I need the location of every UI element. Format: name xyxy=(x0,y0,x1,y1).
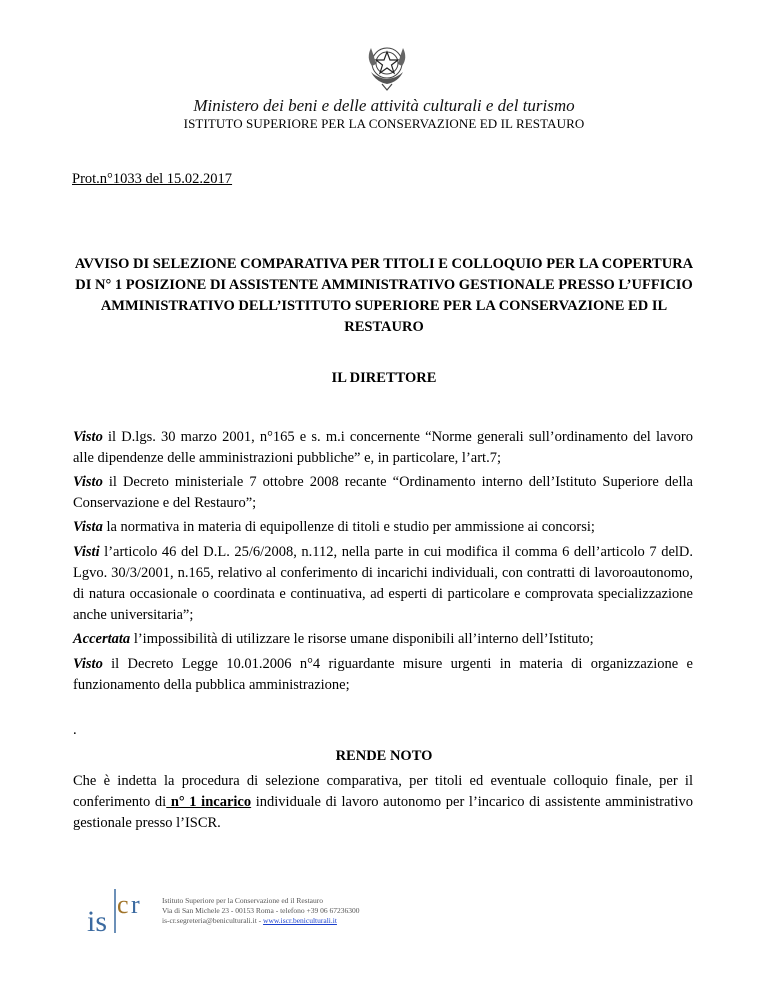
paragraph-visti xyxy=(73,542,693,626)
footer-line-2: Via di San Michele 23 - 00153 Roma - telefono +39 06 67236300 xyxy=(162,906,360,915)
footer-line-1: Istituto Superiore per la Conservazione ed il Restauro xyxy=(162,896,323,905)
director-heading: IL DIRETTORE xyxy=(331,370,437,386)
footer-email: is-cr.segreteria@beniculturali.it xyxy=(162,916,257,925)
svg-text:is: is xyxy=(87,905,108,937)
paragraph-visto-dl xyxy=(73,654,693,696)
iscr-logo-text: iscr xyxy=(85,885,87,886)
ministry-name: Ministero dei beni e delle attività culturali e del turismo xyxy=(193,96,575,115)
final-paragraph xyxy=(73,771,693,834)
paragraph-text: la normativa in materia di equipollenze di titoli e studio per ammissione ai concorsi; xyxy=(102,519,595,535)
paragraph-vista xyxy=(73,517,693,538)
svg-text:r: r xyxy=(131,890,140,919)
protocol-number: Prot.n°1033 del 15.02.2017 xyxy=(72,171,233,187)
paragraph-lead: Visto xyxy=(73,474,103,490)
institute-name: ISTITUTO SUPERIORE PER LA CONSERVAZIONE ED IL RESTAURO xyxy=(183,116,585,131)
paragraph-lead: Vista xyxy=(73,519,103,535)
paragraph-lead: Accertata xyxy=(73,631,131,647)
incarico-highlight: n° 1 incarico xyxy=(166,794,252,810)
paragraph-visto-dlgs xyxy=(73,427,693,469)
paragraph-lead: Visti xyxy=(73,544,100,560)
paragraph-lead: Visto xyxy=(73,429,103,445)
final-text-before: Che è indetta la procedura di selezione comparativa, per titoli ed eventuale colloquio finale, per il conferimento di xyxy=(73,773,693,810)
paragraph-text: l’impossibilità di utilizzare le risorse umane disponibili all’interno dell’Istituto; xyxy=(130,631,594,647)
footer-separator: - xyxy=(256,916,264,925)
svg-text:c: c xyxy=(117,890,129,919)
rende-noto-heading: RENDE NOTO xyxy=(335,748,433,764)
paragraph-accertata xyxy=(73,629,693,650)
paragraph-text: il Decreto Legge 10.01.2006 n°4 riguardante misure urgenti in materia di organizzazione e funzionamento della pubblica amministrazione; xyxy=(73,656,693,693)
notice-title: AVVISO DI SELEZIONE COMPARATIVA PER TITOLI E COLLOQUIO PER LA COPERTURA DI N° 1 POSIZIONE DI ASSISTENTE AMMINISTRATIVO GESTIONALE PRESSO L’UFFICIO AMMINISTRATIVO DELL’ISTITUTO SUPERIORE PER LA CONSERVAZIONE ED IL RESTAURO xyxy=(74,256,694,335)
iscr-logo xyxy=(85,885,155,937)
paragraph-visto-dm xyxy=(73,472,693,514)
final-text-after: individuale di lavoro autonomo per l’incarico di assistente amministrativo gestionale presso l’ISCR. xyxy=(73,794,693,831)
paragraph-text: l’articolo 46 del D.L. 25/6/2008, n.112, nella parte in cui modifica il comma 6 dell’articolo 7 delD. Lgvo. 30/3/2001, n.165, relativo al conferimento di incarichi individuali, con contratti di lavoroautonomo, di natura occasionale o coordinata e continuativa, ad esperti di particolare e comprovata specializzazione anche universitaria”; xyxy=(73,544,693,623)
footer-address xyxy=(162,896,360,926)
paragraph-text: il D.lgs. 30 marzo 2001, n°165 e s. m.i concernente “Norme generali sull’ordinamento del lavoro alle dipendenze delle amministrazioni pubbliche” e, in particolare, l’art.7; xyxy=(73,429,693,466)
paragraph-text: il Decreto ministeriale 7 ottobre 2008 recante “Ordinamento interno dell’Istituto Superiore della Conservazione e del Restauro”; xyxy=(73,474,693,511)
footer-website-link[interactable]: www.iscr.beniculturali.it xyxy=(263,916,337,925)
republic-emblem-icon xyxy=(362,38,412,92)
footer-line-3 xyxy=(162,916,360,926)
dot-separator: . xyxy=(73,722,77,738)
paragraph-lead: Visto xyxy=(73,656,103,672)
